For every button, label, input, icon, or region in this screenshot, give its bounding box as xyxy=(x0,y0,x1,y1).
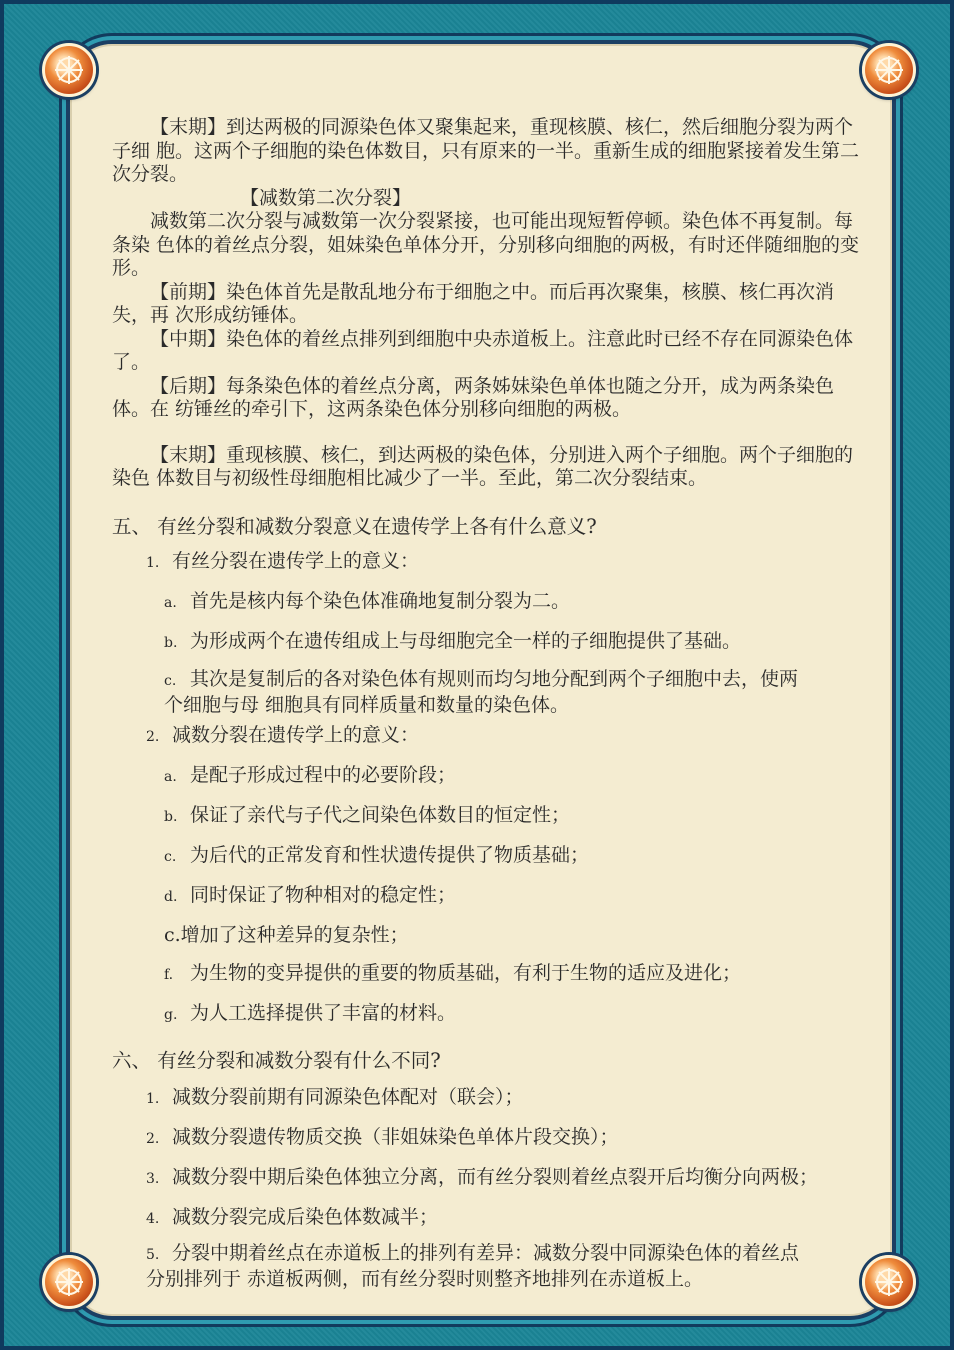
telophase2-text: 重现核膜、核仁，到达两极的染色体，分别进入两个子细胞。两个子细胞的染色 体数目与初级性母细胞相比减少了一半。至此，第二次分裂结束。 xyxy=(112,443,854,489)
list-item xyxy=(112,961,862,987)
list-item xyxy=(112,1085,862,1111)
list-text: 减数分裂前期有同源染色体配对（联会）； xyxy=(172,1085,524,1108)
list-item xyxy=(112,667,862,717)
list-item xyxy=(112,923,862,947)
anaphase2-text: 每条染色体的着丝点分离，两条姊妹染色单体也随之分开，成为两条染色体。在 纺锤丝的牵引下，这两条染色体分别移向细胞的两极。 xyxy=(112,374,835,420)
orange-medallion-icon xyxy=(42,1255,96,1309)
telophase2-label: 【末期】 xyxy=(150,443,227,466)
list-text: 有丝分裂在遗传学上的意义： xyxy=(172,549,420,572)
spacer xyxy=(112,422,862,444)
anaphase2-label: 【后期】 xyxy=(150,374,227,397)
list-number: 4. xyxy=(146,1210,160,1227)
list-text: c.增加了这种差异的复杂性； xyxy=(164,923,409,946)
list-item xyxy=(112,589,862,615)
list-text: 保证了亲代与子代之间染色体数目的恒定性； xyxy=(190,803,571,826)
metaphase2-paragraph xyxy=(112,328,862,375)
list-letter: b. xyxy=(164,808,178,825)
list-letter: a. xyxy=(164,768,177,785)
list-item xyxy=(112,629,862,655)
list-letter: a. xyxy=(164,594,177,611)
document-content xyxy=(112,116,862,1291)
list-text: 为形成两个在遗传组成上与母细胞完全一样的子细胞提供了基础。 xyxy=(190,629,742,652)
orange-medallion-icon xyxy=(42,43,96,97)
list-letter: c. xyxy=(164,672,177,689)
list-item xyxy=(112,803,862,829)
list-letter: g. xyxy=(164,1006,178,1023)
list-item xyxy=(112,1165,862,1191)
list-text: 同时保证了物种相对的稳定性； xyxy=(190,883,457,906)
list-text: 减数分裂完成后染色体数减半； xyxy=(172,1205,439,1228)
list-item xyxy=(112,843,862,869)
orange-medallion-icon xyxy=(862,43,916,97)
orange-medallion-icon xyxy=(862,1255,916,1309)
section-six-title: 六、 有丝分裂和减数分裂有什么不同? xyxy=(112,1048,441,1072)
metaphase2-label: 【中期】 xyxy=(150,327,227,350)
meiosis-significance-heading xyxy=(112,723,862,749)
list-number: 1. xyxy=(146,1090,160,1107)
list-text: 为生物的变异提供的重要的物质基础，有利于生物的适应及进化； xyxy=(190,961,742,984)
list-text: 减数分裂在遗传学上的意义： xyxy=(172,723,420,746)
anaphase2-paragraph xyxy=(112,375,862,422)
list-number: 5. xyxy=(146,1246,160,1263)
list-item xyxy=(112,1205,862,1231)
list-text-continued: 个细胞与母 细胞具有同样质量和数量的染色体。 xyxy=(164,693,570,716)
list-number: 2. xyxy=(146,1130,160,1147)
list-letter: f. xyxy=(164,966,174,983)
telophase1-label: 【末期】 xyxy=(150,116,227,138)
list-number: 2. xyxy=(146,728,160,745)
prophase2-text: 染色体首先是散乱地分布于细胞之中。而后再次聚集，核膜、核仁再次消失，再 次形成纺锤体。 xyxy=(112,280,835,326)
list-text: 为后代的正常发育和性状遗传提供了物质基础； xyxy=(190,843,590,866)
list-letter: b. xyxy=(164,634,178,651)
list-text-continued: 分别排列于 赤道板两侧，而有丝分裂时则整齐地排列在赤道板上。 xyxy=(146,1267,704,1290)
list-text: 为人工选择提供了丰富的材料。 xyxy=(190,1001,457,1024)
list-number: 1. xyxy=(146,554,160,571)
mitosis-significance-heading xyxy=(112,549,862,575)
list-text: 分裂中期着丝点在赤道板上的排列有差异：减数分裂中同源染色体的着丝点 xyxy=(172,1241,800,1264)
prophase2-label: 【前期】 xyxy=(150,280,227,303)
list-item xyxy=(112,763,862,789)
telophase1-paragraph xyxy=(112,116,862,187)
telophase2-paragraph xyxy=(112,444,862,491)
list-text: 首先是核内每个染色体准确地复制分裂为二。 xyxy=(190,589,571,612)
list-letter: c. xyxy=(164,848,177,865)
list-item xyxy=(112,883,862,909)
prophase2-paragraph xyxy=(112,281,862,328)
list-number: 3. xyxy=(146,1170,160,1187)
list-item xyxy=(112,1241,862,1291)
list-text: 是配子形成过程中的必要阶段； xyxy=(190,763,457,786)
list-item xyxy=(112,1125,862,1151)
list-text: 减数分裂遗传物质交换（非姐妹染色单体片段交换）； xyxy=(172,1125,619,1148)
section-five-title: 五、 有丝分裂和减数分裂意义在遗传学上各有什么意义? xyxy=(112,514,597,538)
list-letter: d. xyxy=(164,888,178,905)
list-text: 其次是复制后的各对染色体有规则而均匀地分配到两个子细胞中去，使两 xyxy=(190,667,799,690)
list-item xyxy=(112,1001,862,1027)
telophase1-text: 到达两极的同源染色体又聚集起来，重现核膜、核仁，然后细胞分裂为两个子细 胞。这两个子细胞的染色体数目，只有原来的一半。重新生成的细胞紧接着发生第二次分裂。 xyxy=(112,116,860,185)
meiosis2-intro: 减数第二次分裂与减数第一次分裂紧接，也可能出现短暂停顿。染色体不再复制。每条染 色体的着丝点分裂，姐妹染色单体分开，分别移向细胞的两极，有时还伴随细胞的变形。 xyxy=(112,210,860,279)
metaphase2-text: 染色体的着丝点排列到细胞中央赤道板上。注意此时已经不存在同源染色体了。 xyxy=(112,327,854,373)
list-text: 减数分裂中期后染色体独立分离，而有丝分裂则着丝点裂开后均衡分向两极； xyxy=(172,1165,819,1188)
meiosis2-heading: 【减数第二次分裂】 xyxy=(240,186,412,209)
